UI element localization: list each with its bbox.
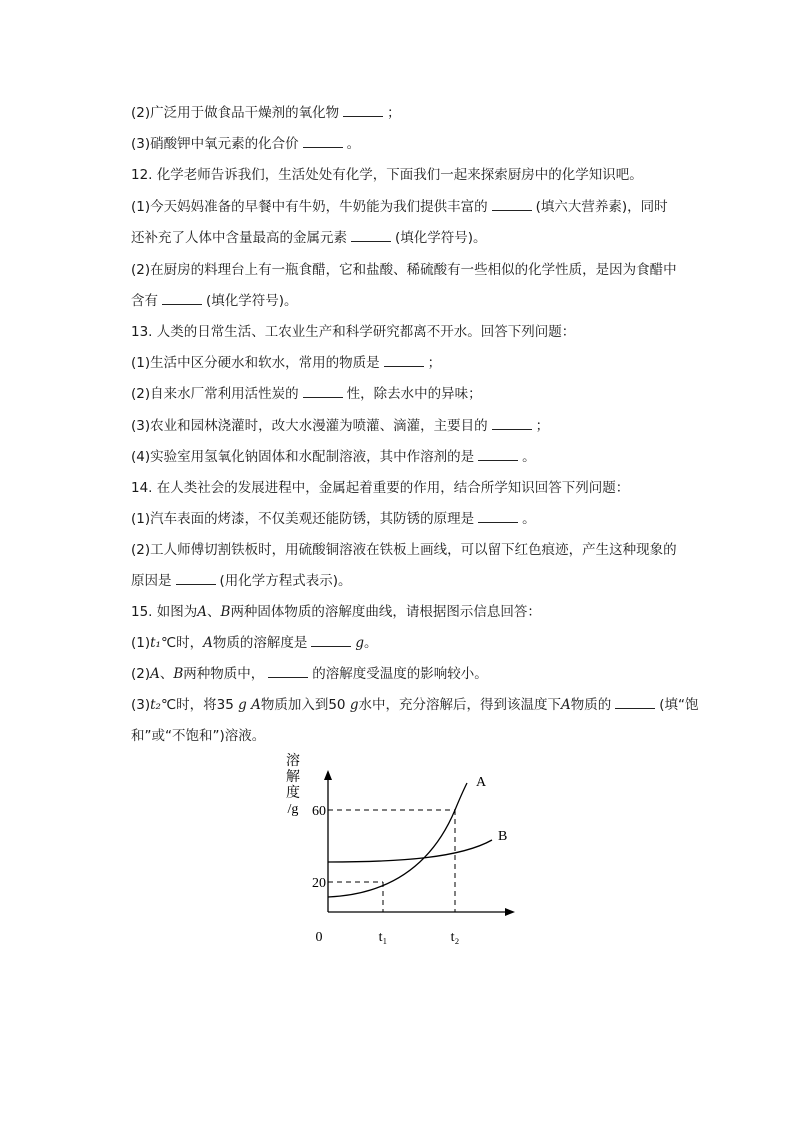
answer-blank[interactable]: [492, 417, 532, 430]
q15-stem: 15. 如图为A、B两种固体物质的溶解度曲线，请根据图示信息回答：: [131, 604, 541, 620]
q12-item-1-cont: 还补充了人体中含量最高的金属元素 (填化学符号)。: [131, 230, 487, 246]
answer-blank[interactable]: [176, 572, 216, 585]
series-B-label: B: [498, 829, 508, 844]
answer-blank[interactable]: [478, 448, 518, 461]
q15-item-2: (2)A、B两种物质中， 的溶解度受温度的影响较小。: [131, 666, 488, 682]
y-axis-arrow: [324, 770, 332, 780]
answer-blank[interactable]: [615, 696, 655, 709]
q13-stem: 13. 人类的日常生活、工农业生产和科学研究都离不开水。回答下列问题：: [131, 324, 576, 340]
q15-item-1: (1)t₁℃时，A物质的溶解度是 g。: [131, 635, 378, 651]
q15-item-3-cont: 和”或“不饱和”)溶液。: [131, 728, 266, 744]
x-tick-label: t₁: [378, 930, 388, 945]
y-axis-label: 溶: [286, 754, 300, 769]
answer-blank[interactable]: [478, 510, 518, 523]
q13-item-1: (1)生活中区分硬水和软水，常用的物质是 ；: [131, 355, 442, 371]
q13-item-3: (3)农业和园林浇灌时，改大水漫灌为喷灌、滴灌，主要目的 ；: [131, 418, 550, 434]
q13-item-4: (4)实验室用氢氧化钠固体和水配制溶液，其中作溶剂的是 。: [131, 449, 536, 465]
x-tick-label: t₂: [450, 930, 460, 945]
answer-blank[interactable]: [343, 104, 383, 117]
q14-item-1: (1)汽车表面的烤漆，不仅美观还能防锈，其防锈的原理是 。: [131, 511, 536, 527]
y-tick-label: 20: [312, 876, 326, 891]
origin-label: 0: [315, 930, 323, 945]
y-axis-label: 解: [286, 770, 300, 785]
q11-item-3: (3)硝酸钾中氧元素的化合价 。: [131, 136, 361, 152]
series-A-label: A: [476, 775, 487, 790]
q11-item-2: (2)广泛用于做食品干燥剂的氧化物 ；: [131, 105, 401, 121]
answer-blank[interactable]: [303, 385, 343, 398]
answer-blank[interactable]: [311, 634, 351, 647]
series-A-curve: [328, 783, 467, 897]
q12-stem: 12. 化学老师告诉我们，生活处处有化学，下面我们一起来探索厨房中的化学知识吧。: [131, 167, 643, 183]
q15-item-3: (3)t₂℃时，将35 g A物质加入到50 g水中，充分溶解后，得到该温度下A物质的 (填“饱: [131, 697, 699, 713]
q12-item-1: (1)今天妈妈准备的早餐中有牛奶，牛奶能为我们提供丰富的 (填六大营养素)，同时: [131, 199, 668, 215]
answer-blank[interactable]: [492, 198, 532, 211]
y-axis-label: /g: [287, 802, 299, 817]
q13-item-2: (2)自来水厂常利用活性炭的 性，除去水中的异味；: [131, 386, 482, 402]
answer-blank[interactable]: [268, 665, 308, 678]
y-axis-label: 度: [286, 786, 300, 801]
answer-blank[interactable]: [351, 229, 391, 242]
q12-item-2: (2)在厨房的料理台上有一瓶食醋，它和盐酸、稀硫酸有一些相似的化学性质，是因为食醋中: [131, 262, 677, 278]
q11-item-2-text: (2)广泛用于做食品干燥剂的氧化物: [131, 105, 340, 121]
x-axis-arrow: [505, 908, 515, 916]
answer-blank[interactable]: [162, 292, 202, 305]
q14-item-2: (2)工人师傅切割铁板时，用硫酸铜溶液在铁板上画线，可以留下红色痕迹，产生这种现象的: [131, 542, 677, 558]
series-B-curve: [328, 840, 492, 862]
answer-blank[interactable]: [303, 135, 343, 148]
answer-blank[interactable]: [384, 354, 424, 367]
q14-item-2-cont: 原因是 (用化学方程式表示)。: [131, 573, 352, 589]
y-tick-label: 60: [312, 804, 326, 819]
q12-item-2-cont: 含有 (填化学符号)。: [131, 293, 298, 309]
q14-stem: 14. 在人类社会的发展进程中，金属起着重要的作用，结合所学知识回答下列问题：: [131, 480, 630, 496]
